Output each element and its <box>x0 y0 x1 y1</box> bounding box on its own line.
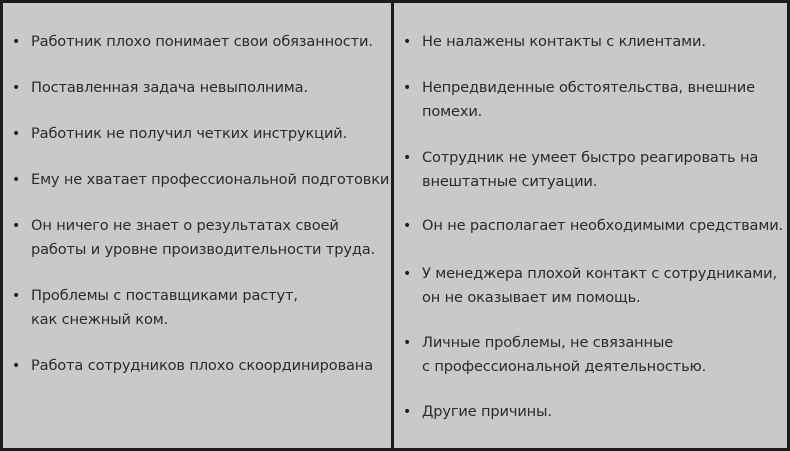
list-item-text: Работа сотрудников плохо скоординирована <box>31 357 373 374</box>
list-item <box>403 214 784 238</box>
list-item-text: с профессиональной деятельностью. <box>422 358 707 375</box>
list-item-text: помехи. <box>422 103 483 120</box>
bullet-icon: • <box>403 266 412 282</box>
bullet-icon: • <box>403 34 412 50</box>
list-item-text: Личные проблемы, не связанные <box>422 334 674 351</box>
bullet-icon: • <box>403 80 412 96</box>
list-item-text: как снежный ком. <box>31 311 169 328</box>
list-item-text: У менеджера плохой контакт с сотрудниками, <box>422 265 777 282</box>
bullet-icon: • <box>12 34 21 50</box>
list-item-text: Непредвиденные обстоятельства, внешние <box>422 79 755 96</box>
list-item-text: Ему не хватает профессиональной подготовки. <box>31 171 394 188</box>
bullet-icon: • <box>403 404 412 420</box>
list-item-text: он не оказывает им помощь. <box>422 289 641 306</box>
list-item <box>12 168 394 192</box>
list-item <box>403 262 777 310</box>
bullet-icon: • <box>12 288 21 304</box>
left-column <box>3 3 394 448</box>
list-item-text: Поставленная задача невыполнима. <box>31 79 308 96</box>
list-item <box>403 30 706 54</box>
list-item-text: Работник плохо понимает свои обязанности. <box>31 33 373 50</box>
list-item <box>12 214 376 262</box>
bullet-icon: • <box>12 172 21 188</box>
list-item <box>12 76 308 100</box>
list-item-text: Не налажены контакты с клиентами. <box>422 33 706 50</box>
bullet-icon: • <box>12 126 21 142</box>
bullet-icon: • <box>403 150 412 166</box>
list-item <box>403 400 552 424</box>
list-item-text: Он не располагает необходимыми средствами. <box>422 217 784 234</box>
list-item-text: Сотрудник не умеет быстро реагировать на <box>422 149 759 166</box>
list-item-text: Работник не получил четких инструкций. <box>31 125 348 142</box>
list-item-text: внештатные ситуации. <box>422 173 598 190</box>
list-item <box>403 331 707 379</box>
list-item <box>12 354 373 378</box>
bullet-icon: • <box>12 358 21 374</box>
list-item <box>403 76 755 124</box>
list-item <box>403 146 759 194</box>
bullet-icon: • <box>12 80 21 96</box>
bullet-icon: • <box>403 335 412 351</box>
list-item <box>12 30 373 54</box>
bullet-icon: • <box>403 218 412 234</box>
list-item <box>12 122 348 146</box>
list-item-text: Проблемы с поставщиками растут, <box>31 287 298 304</box>
list-item-text: Другие причины. <box>422 403 552 420</box>
list-item <box>12 284 298 332</box>
list-item-text: работы и уровне производительности труда. <box>31 241 376 258</box>
list-item-text: Он ничего не знает о результатах своей <box>31 217 339 234</box>
bullet-icon: • <box>12 218 21 234</box>
right-column <box>394 3 787 448</box>
